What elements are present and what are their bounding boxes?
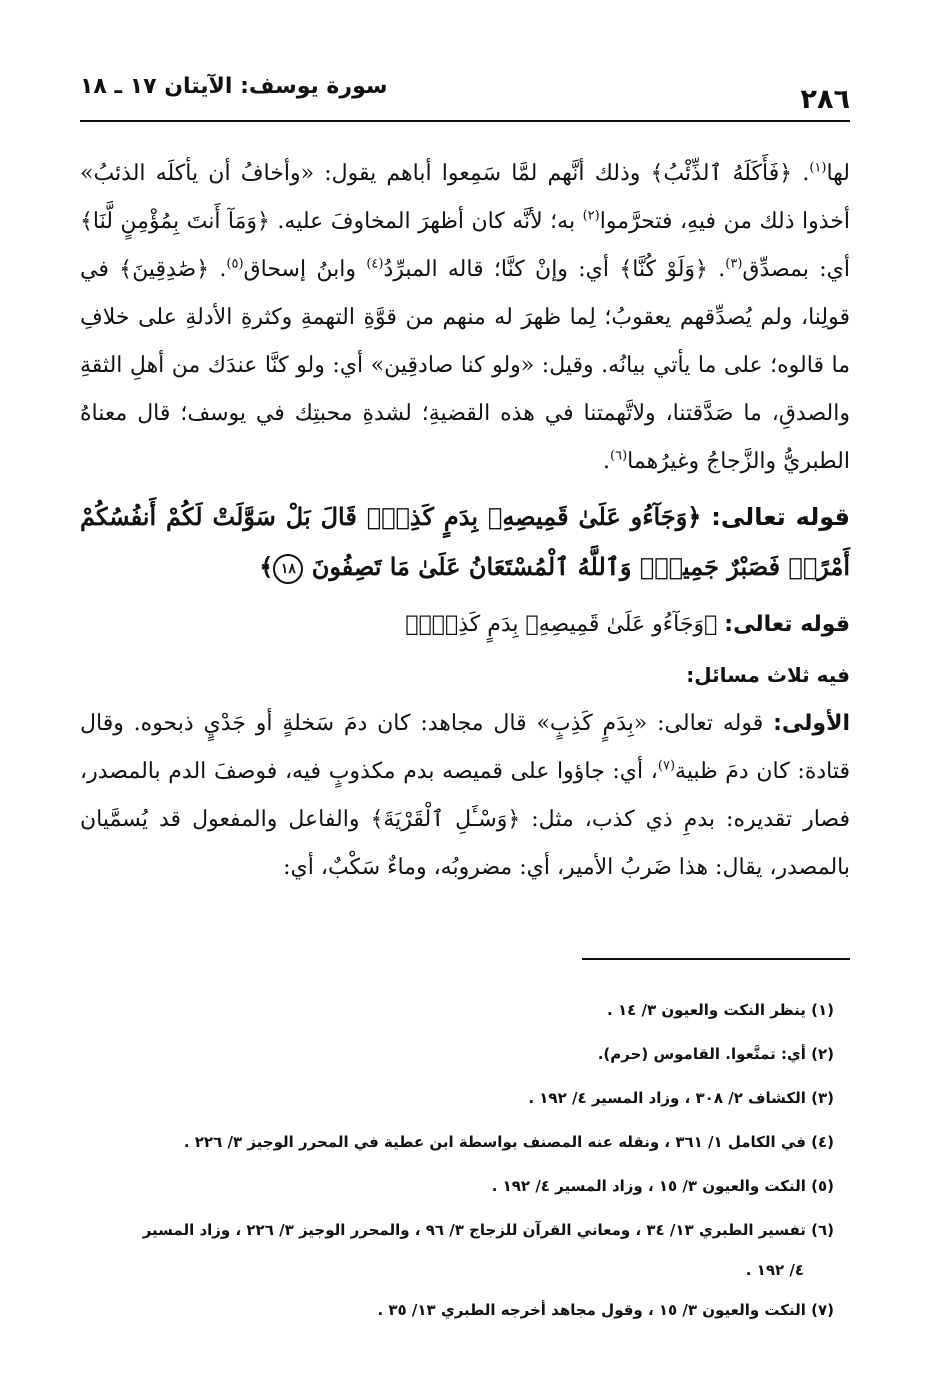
footnotes [60, 988, 834, 1332]
footnote: (٦) تفسير الطبري ١٣/ ٣٤ ، ومعاني القرآن للزجاج ٣/ ٩٦ ، والمحرر الوجيز ٣/ ٢٢٦ ، وزاد المسير [142, 1221, 834, 1239]
verse-close-bracket: ﴾ [259, 552, 274, 581]
text-run: قوله تعالى: «بِدَمٍ كَذِبٍ» قال مجاهد: كان دمَ سَخلةٍ أو جَدْيٍ ذبحوه. وقال قتادة: كان دمَ ظبية [80, 711, 850, 784]
subheading-lead: قوله تعالى: [724, 612, 850, 637]
footnote: (٧) النكت والعيون ٣/ ١٥ ، وقول مجاهد أخرجه الطبري ١٣/ ٣٥ . [377, 1301, 834, 1319]
footnote: (٣) الكشاف ٢/ ٣٠٨ ، وزاد المسير ٤/ ١٩٢ . [528, 1089, 834, 1107]
verse-lead: قوله تعالى: [711, 503, 851, 531]
page-number: ٢٨٦ [800, 84, 850, 115]
main-text [80, 150, 850, 892]
footnote-ref: (٢) [582, 208, 600, 224]
issues-heading: فيه ثلاث مسائل: [686, 663, 850, 687]
running-title: سورة يوسف: الآيتان ١٧ ـ ١٨ [80, 74, 388, 99]
text-run: . ﴿فَأَكَلَهُ ٱلذِّئْبُ﴾ وذلك أنَّهم لمَّا سَمِعوا أباهم يقول: «وأخافُ أن يأكلَه الذئبُ» أخذوا ذلك من فيهِ، فتحرَّموا [80, 161, 850, 234]
footnote: (١) ينظر النكت والعيون ٣/ ١٤ . [607, 1001, 834, 1019]
footnote: (٤) في الكامل ١/ ٣٦١ ، ونقله عنه المصنف بواسطة ابن عطية في المحرر الوجيز ٣/ ٢٢٦ . [183, 1133, 834, 1151]
text-run: وابنُ إسحاق [243, 257, 367, 282]
header-rule [80, 120, 850, 122]
first-issue-lead: الأولى: [773, 711, 850, 736]
text-run: . [603, 449, 610, 474]
footnote-separator [582, 958, 850, 960]
footnote-ref: (٤) [366, 256, 384, 272]
quran-verse [80, 492, 850, 592]
text-run: . ﴿وَلَوْ كُنَّا﴾ أي: وإنْ كنَّا؛ قاله المبرِّدُ [383, 257, 726, 282]
footnote-ref: (٦) [610, 448, 628, 464]
footnote: (٢) أي: تمنَّعوا. القاموس (حرم). [597, 1045, 834, 1063]
footnote-ref: (٥) [226, 256, 244, 272]
page-header [80, 66, 850, 122]
text-run: به؛ لأنَّه كان أظهرَ المخاوفَ عليه. ﴿وَمَآ أَنتَ بِمُؤْمِنٍ لَّنَا﴾ أي: بمصدِّق [80, 209, 850, 282]
text-run: . ﴿صَٰدِقِينَ﴾ في قولِنا، ولم يُصدِّقهم يعقوبُ؛ لِما ظهرَ له منهم من قوَّةِ التهمةِ وكثرةِ الأدلةِ على خلافِ ما قالوه؛ على ما يأتي بيانُه. وقيل: «ولو كنا صادقِين» أي: ولو كنَّا عندَك من أهلِ الثقةِ والصدقِ، ما صَدَّقتنا، ولاتَّهمتنا في هذه القضيةِ؛ لشدةِ محبتِك في يوسف؛ قال معناهُ الطبريُّ والزَّجاجُ وغيرُهما [80, 257, 850, 474]
verse-subheading [80, 600, 850, 650]
text-run: لها [826, 161, 850, 186]
first-issue-paragraph [80, 700, 850, 892]
footnote-continuation: ٤/ ١٩٢ . [745, 1261, 804, 1279]
verse-text: ﴿وَجَآءُو عَلَىٰ قَمِيصِهِۦ بِدَمٍ كَذِبٍۚ قَالَ بَلْ سَوَّلَتْ لَكُمْ أَنفُسُكُمْ أَمْرًاۖ فَصَبْرٌ جَمِيلٌۖ وَٱللَّهُ ٱلْمُسْتَعَانُ عَلَىٰ مَا تَصِفُونَ [80, 502, 850, 581]
verse-number-marker: ١٨ [273, 554, 303, 584]
text-run: ، أي: جاؤوا على قميصه بدم مكذوبٍ فيه، فوصفَ الدم بالمصدر، فصار تقديره: بدمِ ذي كذب، مثل: ﴿وَسْـَٔلِ ٱلْقَرْيَةَ﴾ والفاعل والمفعول قد يُسمَّيان بالمصدر، يقال: هذا ضَربُ الأمير، أي: مضروبُه، وماءٌ سَكْبٌ، أي: [80, 759, 850, 880]
footnote-ref: (٣) [725, 256, 743, 272]
commentary-paragraph [80, 150, 850, 486]
subheading-verse: ﴿وَجَآءُو عَلَىٰ قَمِيصِهِۦ بِدَمٍ كَذِبٍۚ﴾ [405, 612, 718, 637]
footnote-ref: (٧) [657, 758, 676, 774]
footnote-ref: (١) [809, 160, 827, 176]
footnote: (٥) النكت والعيون ٣/ ١٥ ، وزاد المسير ٤/ ١٩٢ . [491, 1177, 834, 1195]
